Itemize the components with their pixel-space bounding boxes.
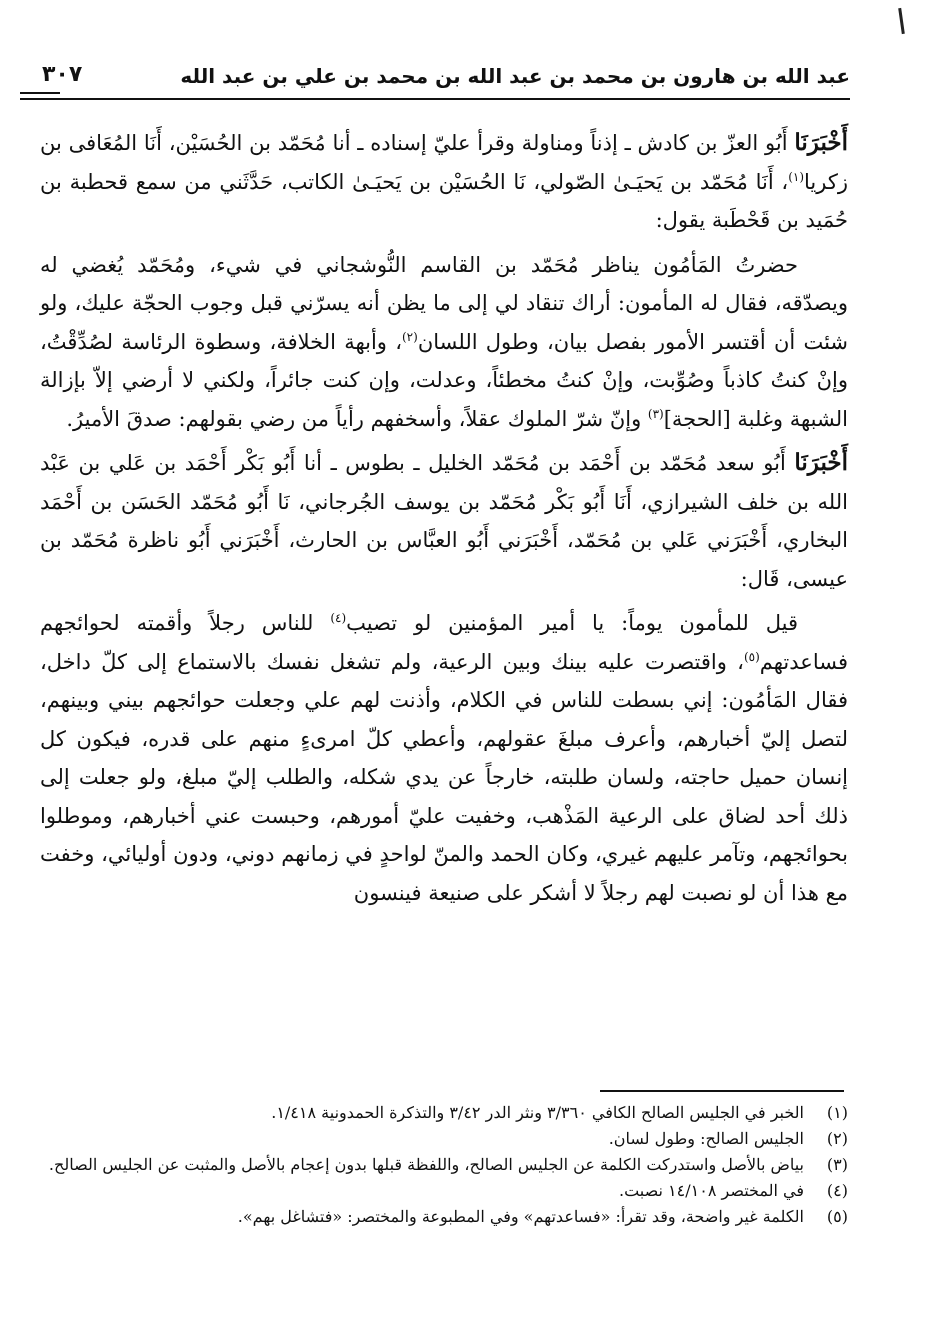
- page-number: ٣٠٧: [42, 62, 83, 87]
- paragraph-text: قيل للمأمون يوماً: يا أمير المؤمنين لو تصيب: [346, 611, 798, 635]
- paragraph-2: [40, 246, 848, 439]
- footnote-number: (١): [826, 1103, 848, 1122]
- main-text: [40, 124, 848, 918]
- footnote-number: (٥): [826, 1207, 848, 1226]
- paragraph-1: [40, 124, 848, 240]
- footnote-ref: (٢): [401, 329, 418, 344]
- footnote-3: [40, 1152, 848, 1178]
- footnote-text: الجليس الصالح: وطول لسان.: [608, 1129, 804, 1148]
- footnote-ref: (٤): [330, 611, 347, 625]
- footnote-rule: [600, 1090, 844, 1092]
- footnote-ref: (٣): [647, 406, 664, 421]
- footnote-text: بياض بالأصل واستدركت الكلمة عن الجليس الصالح، واللفظة قبلها بدون إعجام بالأصل والمثبت عن الجليس الصالح.: [48, 1155, 804, 1174]
- paragraph-text: ، أَنَا مُحَمّد بن يَحيَـىٰ الصّولي، نَا الحُسَيْن بن يَحيَـىٰ الكاتب، حَدَّثَني من سمع قحطبة بن حُمَيد بن قَحْطَبة يقول:: [40, 169, 848, 232]
- footnote-text: الكلمة غير واضحة، وقد تقرأ: «فساعدتهم» وفي المطبوعة والمختصر: «فتشاغل بهم».: [237, 1207, 804, 1226]
- footnote-1: [40, 1100, 848, 1126]
- paragraph-lead: أَخْبَرَنَا: [794, 129, 848, 156]
- footnote-number: (٤): [826, 1181, 848, 1200]
- paragraph-text: وإنّ شرّ الملوك عقلاً، وأسخفهم رأياً من رضي بقولهم: صدقَ الأميرُ.: [66, 406, 648, 431]
- footnote-ref: (٥): [743, 649, 760, 664]
- header-title: عبد الله بن هارون بن محمد بن عبد الله بن محمد بن علي بن عبد الله: [180, 64, 850, 88]
- header-tick: [20, 92, 60, 94]
- header-rule: [20, 98, 850, 100]
- paragraph-text: أَبُو العزّ بن كادش ـ إذناً ومناولة وقرأ عليّ إسناده ـ أنا مُحَمّد بن الحُسَيْن، أَنَا المُعَافى بن زكريا: [40, 131, 848, 194]
- paragraph-text: للناس رجلاً وأقمته لحوائجهم فساعدتهم: [40, 611, 848, 674]
- paragraph-4: [40, 604, 848, 912]
- footnote-ref: (١): [788, 169, 805, 184]
- footnote-2: [40, 1126, 848, 1152]
- footnote-number: (٢): [826, 1129, 848, 1148]
- footnote-5: [40, 1204, 848, 1230]
- paragraph-lead: أَخْبَرَنَا: [794, 449, 848, 476]
- footnote-text: الخبر في الجليس الصالح الكافي ٣/٣٦٠ ونثر الدر ٣/٤٢ والتذكرة الحمدونية ١/٤١٨.: [271, 1103, 804, 1122]
- running-header: [20, 58, 850, 102]
- corner-mark: [898, 8, 905, 34]
- paragraph-text: حضرتُ المَأمُون يناظر مُحَمّد بن القاسم النُّوشجاني في شيء، ومُحَمّد يُغضي له ويصدّقه، فقال له المأمون: أراك تنقاد لي إلى ما يظن أنه يسرّني قبل وجوب الحجّة عليك، ولو شئت أن أقتسر الأمور بفصل بيان، وطول اللسان: [40, 252, 849, 354]
- paragraph-text: ، وأبهة الخلافة، وسطوة الرئاسة لصُدِّقْتُ، وإنْ كنتُ كاذباً وصُوِّبت، وإنْ كنتُ مخطئاً، وعدلت، وإن كنت جائراً، ولكني لا أرضي إلاّ بإزالة الشبهة وغلبة [الحجة]: [40, 329, 848, 431]
- paragraph-3: [40, 444, 848, 598]
- footnote-number: (٣): [826, 1155, 848, 1174]
- footnote-text: في المختصر ١٤/١٠٨ نصبت.: [619, 1181, 804, 1200]
- footnotes: [40, 1100, 848, 1230]
- footnote-4: [40, 1178, 848, 1204]
- paragraph-text: ، واقتصرت عليه بينك وبين الرعية، ولم تشغل نفسك بالاستماع إلى كلّ داخل، فقال المَأمُون: إني بسطت للناس في الكلام، وأذنت لهم علي وجعلت حوائجهم بيني وبينهم، لتصل إليّ أخبارهم، وأعرف مبلغَ عقولهم، وأعطي كلّ امرىءٍ منهم على قدره، فيكون كل إنسان حميل حاجته، ولسان طلبته، خارجاً عن يدي شكله، والطلب إليّ مبلغ، ولو جعلت إلى ذلك أحد لضاق على الرعية المَذْهب، وخفيت عليّ أمورهم، وحبست عني أخبارهم، وموطلوا بحوائجهم، وتآمر عليهم غيري، وكان الحمد والمنّ لواحدٍ في زمانهم دوني، ودون أوليائي، وخفت مع هذا أن لو نصبت لهم رجلاً لا أشكر على صنيعة فينسون: [40, 649, 848, 905]
- paragraph-text: أَبُو سعد مُحَمّد بن أَحْمَد بن مُحَمّد الخليل ـ بطوس ـ أنا أَبُو بَكْر أَحْمَد بن عَلي بن عَبْد الله بن خلف الشيرازي، أَنَا أَبُو بَكْر مُحَمّد بن يوسف الجُرجاني، نَا أَبُو مُحَمّد الحَسَن بن أَحْمَد البخاري، أَخْبَرَني عَلي بن مُحَمّد، أَخْبَرَني أَبُو العبَّاس بن الحارث، أَخْبَرَني أَبُو ناظرة مُحَمّد بن عيسى، قَال:: [40, 451, 849, 591]
